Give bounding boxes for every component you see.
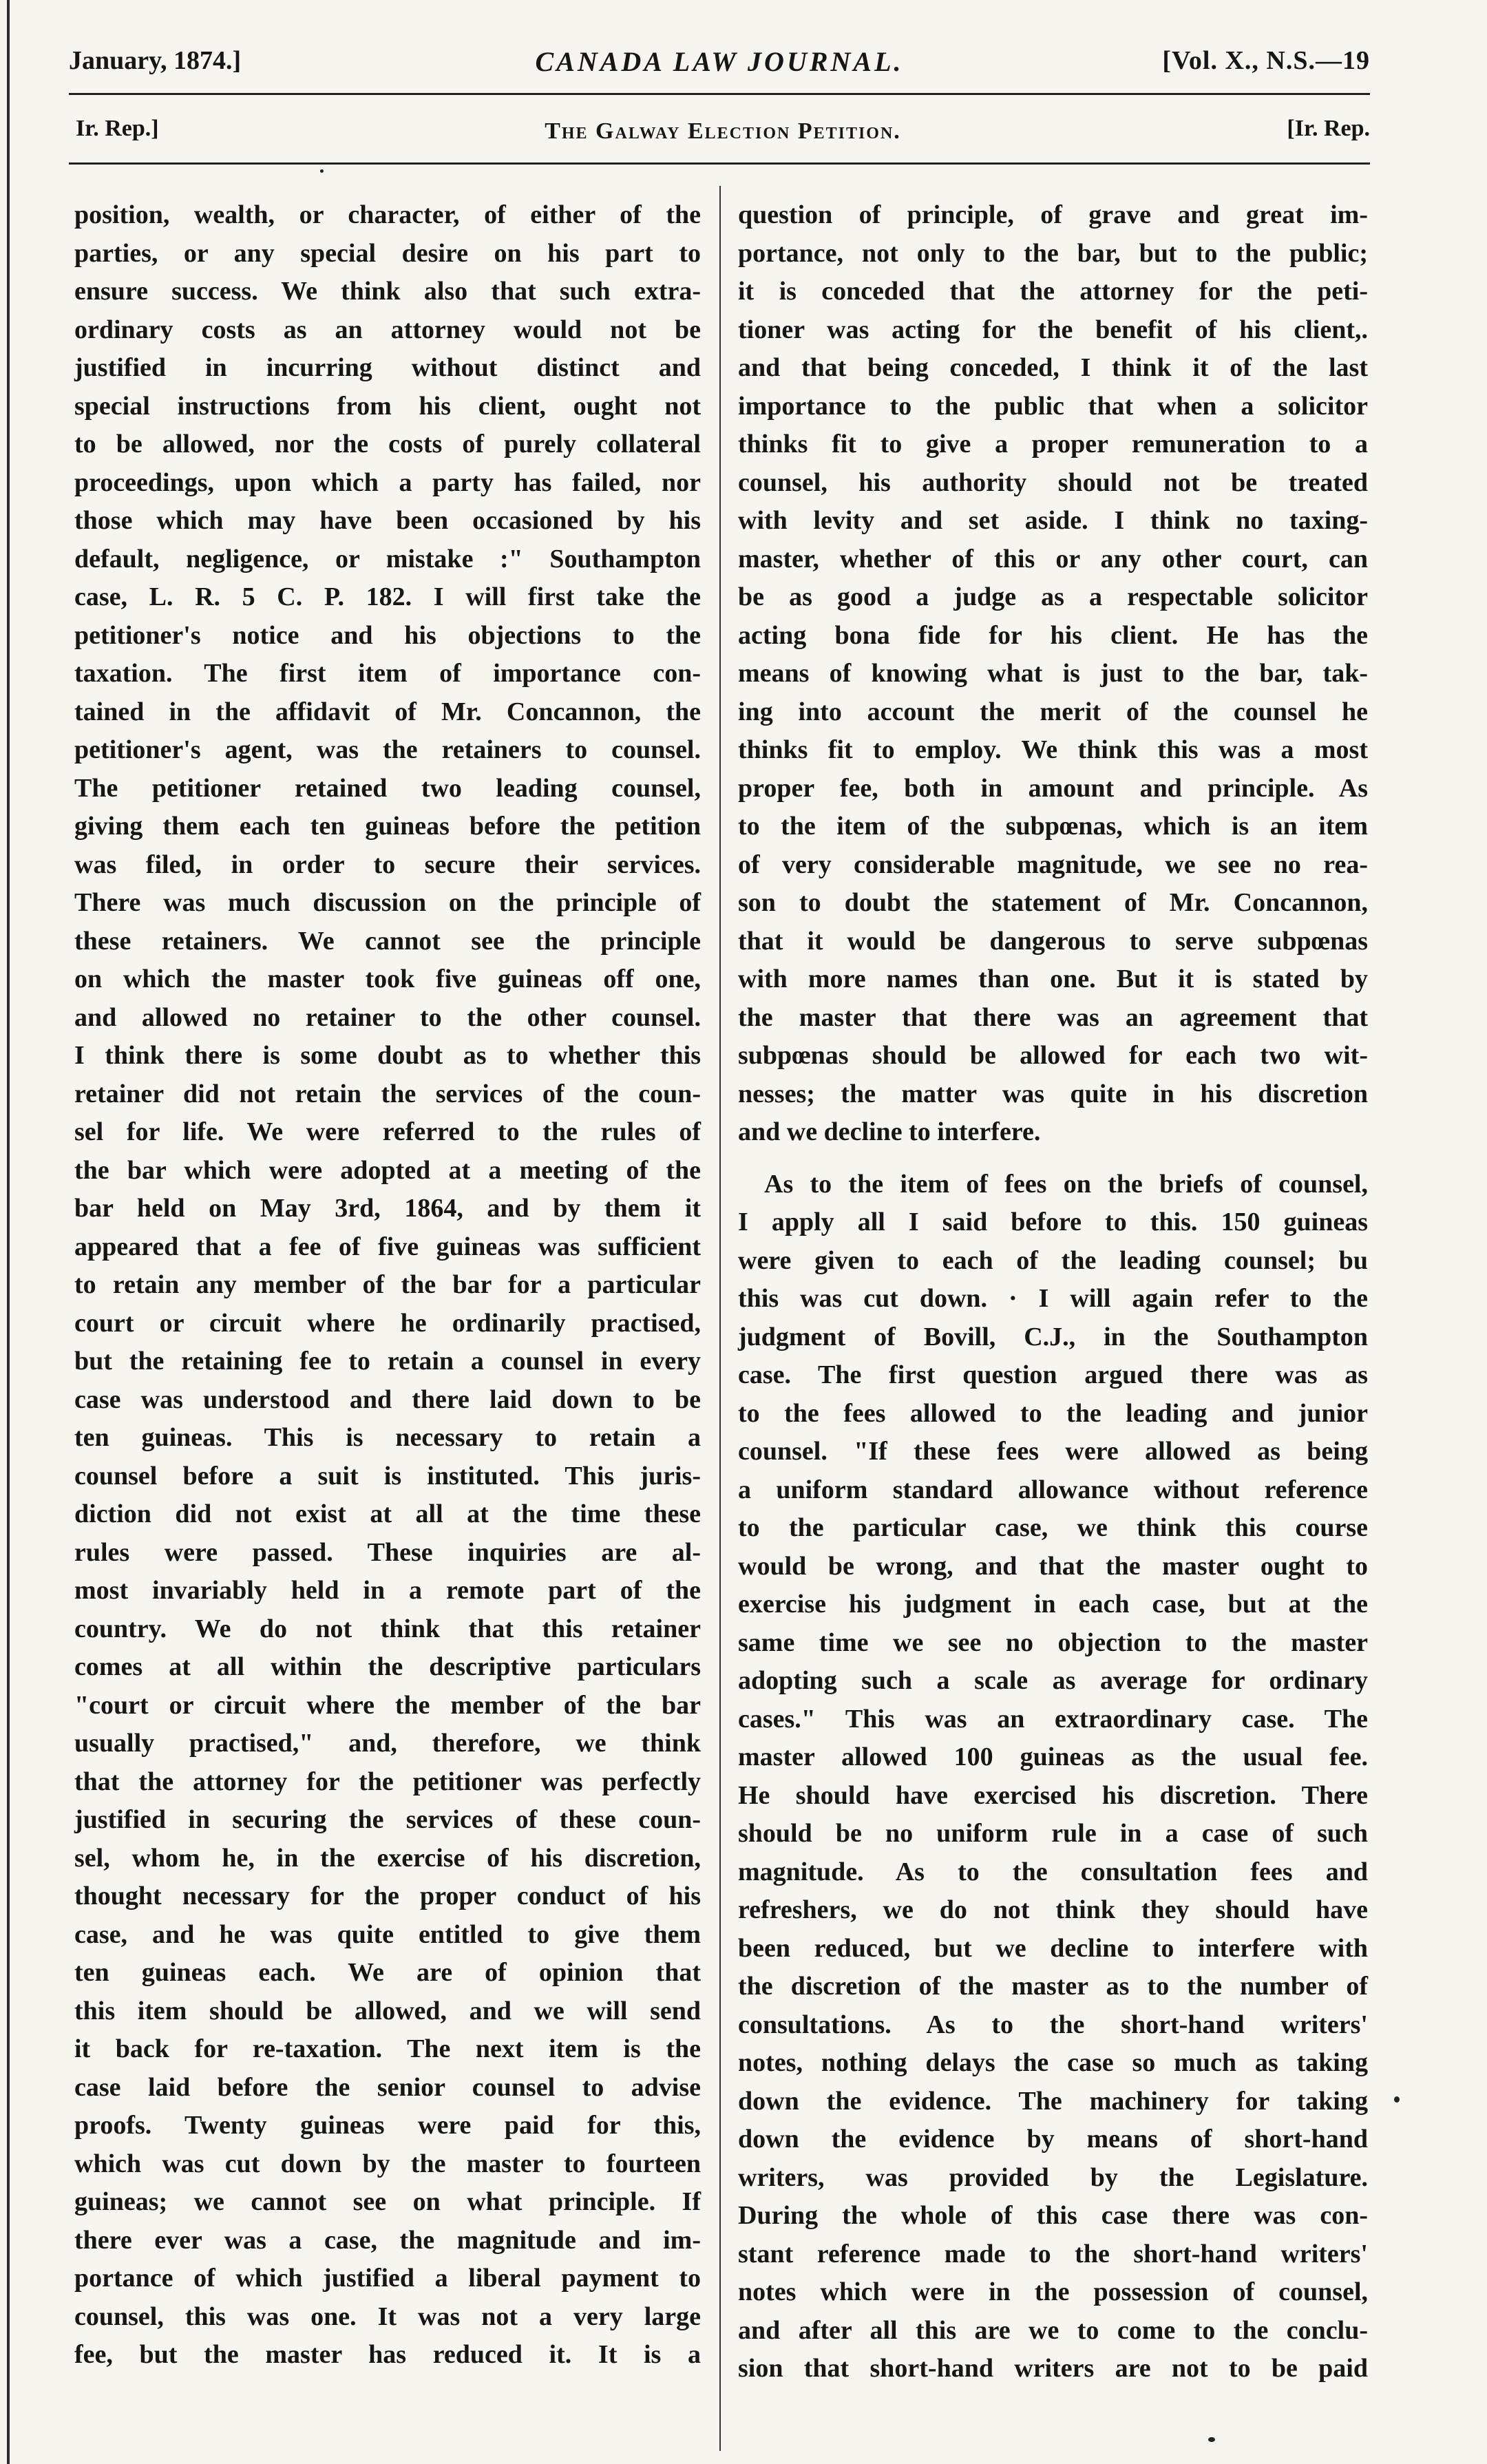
text-line: As to the item of fees on the briefs of counsel, [764, 1169, 1368, 1199]
text-line: ten guineas each. We are of opinion that [74, 1958, 701, 1987]
text-line: petitioner's agent, was the retainers to counsel. [74, 735, 701, 764]
text-line: was filed, in order to secure their services. [74, 850, 701, 879]
text-line: it back for re-taxation. The next item is the [74, 2034, 701, 2063]
text-line: I apply all I said before to this. 150 guineas [738, 1208, 1368, 1236]
text-line: portance of which justified a liberal payment to [74, 2264, 701, 2293]
text-line: master, whether of this or any other court, can [738, 544, 1368, 573]
text-line: court or circuit where he ordinarily practised, [74, 1308, 701, 1338]
text-line: sel for life. We were referred to the rules of [74, 1117, 701, 1146]
text-line: usually practised," and, therefore, we think [74, 1729, 701, 1758]
text-line: a uniform standard allowance without reference [738, 1475, 1368, 1504]
text-line: appeared that a fee of five guineas was sufficient [74, 1232, 701, 1261]
text-line: taxation. The first item of importance con- [74, 659, 701, 688]
text-line: stant reference made to the short-hand writers' [738, 2239, 1368, 2268]
text-line: sel, whom he, in the exercise of his discretion, [74, 1843, 701, 1873]
text-line: bar held on May 3rd, 1864, and by them it [74, 1194, 701, 1223]
text-line: magnitude. As to the consultation fees and [738, 1857, 1368, 1886]
case-title: The Galway Election Petition. [545, 118, 901, 144]
running-header [69, 37, 1370, 85]
text-line: proper fee, both in amount and principle. As [738, 773, 1368, 803]
text-line: counsel. "If these fees were allowed as being [738, 1437, 1368, 1466]
text-line: retainer did not retain the services of the coun- [74, 1079, 701, 1108]
text-line: to be allowed, nor the costs of purely collateral [74, 430, 701, 459]
text-line: refreshers, we do not think they should have [738, 1895, 1368, 1924]
text-line: question of principle, of grave and great im- [738, 200, 1368, 229]
text-line: There was much discussion on the principle of [74, 888, 701, 917]
text-line: special instructions from his client, ought not [74, 391, 701, 421]
text-line: it is conceded that the attorney for the peti- [738, 277, 1368, 306]
volume-page-number: [Vol. X., N.S.—19 [1162, 46, 1370, 75]
text-line: case was understood and there laid down to be [74, 1384, 701, 1414]
text-line: cases." This was an extraordinary case. The [738, 1704, 1368, 1734]
text-line: I think there is some doubt as to whether this [74, 1041, 701, 1070]
text-line: thinks fit to employ. We think this was a most [738, 735, 1368, 764]
text-line: writers, was provided by the Legislature. [738, 2162, 1368, 2192]
text-line: those which may have been occasioned by his [74, 506, 701, 535]
text-line: master allowed 100 guineas as the usual fee. [738, 1742, 1368, 1771]
text-line: notes, nothing delays the case so much as taking [738, 2048, 1368, 2077]
text-line: parties, or any special desire on his part to [74, 238, 701, 268]
text-line: petitioner's notice and his objections to the [74, 620, 701, 650]
text-line: ing into account the merit of the counsel he [738, 697, 1368, 726]
text-line: the bar which were adopted at a meeting of the [74, 1155, 701, 1185]
text-line: down the evidence by means of short-hand [738, 2125, 1368, 2154]
text-line: sion that short-hand writers are not to be paid [738, 2354, 1368, 2383]
text-line: ten guineas. This is necessary to retain a [74, 1423, 701, 1452]
text-line: down the evidence. The machinery for taking [738, 2086, 1368, 2116]
text-line: case, L. R. 5 C. P. 182. I will first take the [74, 582, 701, 611]
text-line: acting bona fide for his client. He has the [738, 620, 1368, 650]
text-line: During the whole of this case there was con- [738, 2201, 1368, 2230]
text-line: diction did not exist at all at the time these [74, 1499, 701, 1528]
text-line: judgment of Bovill, C.J., in the Southampton [738, 1322, 1368, 1351]
text-line: subpœnas should be allowed for each two wit- [738, 1041, 1368, 1070]
text-line: to the particular case, we think this course [738, 1513, 1368, 1542]
text-line: nesses; the matter was quite in his discretion [738, 1079, 1368, 1108]
text-line: adopting such a scale as average for ordinary [738, 1666, 1368, 1695]
text-line: position, wealth, or character, of either of the [74, 200, 701, 229]
text-line: should be no uniform rule in a case of such [738, 1819, 1368, 1848]
text-line: counsel, this was one. It was not a very large [74, 2302, 701, 2331]
text-line: the discretion of the master as to the number of [738, 1972, 1368, 2001]
text-line: proofs. Twenty guineas were paid for this, [74, 2111, 701, 2140]
text-line: proceedings, upon which a party has failed, nor [74, 467, 701, 497]
text-line: and that being conceded, I think it of the last [738, 353, 1368, 382]
text-line: He should have exercised his discretion. There [738, 1780, 1368, 1810]
text-line: to the item of the subpœnas, which is an item [738, 812, 1368, 841]
text-line: counsel before a suit is instituted. This juris- [74, 1461, 701, 1491]
text-line: with levity and set aside. I think no taxing- [738, 506, 1368, 535]
text-line: tioner was acting for the benefit of his client,. [738, 315, 1368, 344]
text-line: the master that there was an agreement that [738, 1002, 1368, 1032]
text-line: which was cut down by the master to fourteen [74, 2149, 701, 2178]
text-line: counsel, his authority should not be treated [738, 467, 1368, 497]
text-line: "court or circuit where the member of the bar [74, 1690, 701, 1720]
text-line: ordinary costs as an attorney would not be [74, 315, 701, 344]
text-line: thought necessary for the proper conduct of his [74, 1882, 701, 1910]
text-line: means of knowing what is just to the bar, tak- [738, 659, 1368, 688]
text-line: country. We do not think that this retainer [74, 1614, 701, 1643]
text-line: on which the master took five guineas off one, [74, 965, 701, 993]
header-date: January, 1874.] [69, 46, 242, 75]
text-line: most invariably held in a remote part of the [74, 1576, 701, 1605]
text-line: been reduced, but we decline to interfere with [738, 1933, 1368, 1963]
text-line: comes at all within the descriptive particulars [74, 1652, 701, 1681]
text-line: notes which were in the possession of counsel, [738, 2277, 1368, 2306]
text-line: portance, not only to the bar, but to the public; [738, 238, 1368, 268]
text-line: importance to the public that when a solicitor [738, 391, 1368, 421]
report-tag-left: Ir. Rep.] [76, 116, 159, 141]
text-line: but the retaining fee to retain a counsel in every [74, 1347, 701, 1376]
print-speck [1208, 2437, 1215, 2442]
text-line: that it would be dangerous to serve subpœnas [738, 926, 1368, 956]
section-header [76, 116, 1370, 157]
text-line: and we decline to interfere. [738, 1117, 1041, 1146]
journal-title: CANADA LAW JOURNAL. [535, 46, 904, 77]
text-line: to retain any member of the bar for a particular [74, 1270, 701, 1299]
text-line: case, and he was quite entitled to give them [74, 1919, 701, 1949]
text-line: of very considerable magnitude, we see no rea- [738, 850, 1368, 879]
text-line: thinks fit to give a proper remuneration to a [738, 430, 1368, 459]
text-line: ensure success. We think also that such extra- [74, 277, 701, 306]
text-line: son to doubt the statement of Mr. Concannon, [738, 888, 1368, 917]
text-line: this item should be allowed, and we will send [74, 1996, 701, 2025]
left-column [74, 196, 701, 2375]
text-line: default, negligence, or mistake :" Southampton [74, 544, 701, 573]
section-rule [69, 162, 1370, 165]
text-line: this was cut down. · I will again refer to the [738, 1284, 1368, 1313]
text-line: these retainers. We cannot see the principle [74, 926, 701, 956]
text-line: giving them each ten guineas before the petition [74, 812, 701, 841]
text-line: case. The first question argued there was as [738, 1360, 1368, 1389]
column-divider [719, 186, 721, 2451]
text-line: with more names than one. But it is stated by [738, 965, 1368, 993]
text-line: to the fees allowed to the leading and junior [738, 1398, 1368, 1428]
text-line: were given to each of the leading counsel; bu [738, 1245, 1368, 1275]
text-line: and after all this are we to come to the conclu- [738, 2315, 1368, 2345]
text-line: tained in the affidavit of Mr. Concannon, the [74, 697, 701, 726]
text-line: justified in securing the services of these coun- [74, 1805, 701, 1834]
text-line: fee, but the master has reduced it. It is a [74, 2340, 701, 2369]
text-line: same time we see no objection to the master [738, 1628, 1368, 1657]
text-line: justified in incurring without distinct and [74, 353, 701, 382]
text-line: The petitioner retained two leading counsel, [74, 773, 701, 803]
text-line: would be wrong, and that the master ought to [738, 1551, 1368, 1581]
header-rule [69, 93, 1370, 95]
text-line: there ever was a case, the magnitude and im- [74, 2225, 701, 2255]
page-binding-edge [7, 0, 10, 2464]
text-line: case laid before the senior counsel to advise [74, 2072, 701, 2102]
text-line: and allowed no retainer to the other counsel. [74, 1002, 701, 1032]
text-line: consultations. As to the short-hand writers' [738, 2010, 1368, 2039]
text-line: be as good a judge as a respectable solicitor [738, 582, 1368, 611]
print-speck [1394, 2096, 1400, 2103]
report-tag-right: [Ir. Rep. [1287, 116, 1370, 141]
paragraph-gap [738, 1152, 1368, 1166]
text-line: guineas; we cannot see on what principle. If [74, 2187, 701, 2216]
print-speck [320, 169, 324, 173]
right-column [738, 196, 1368, 2388]
text-line: exercise his judgment in each case, but at the [738, 1590, 1368, 1619]
text-line: rules were passed. These inquiries are al- [74, 1537, 701, 1567]
text-line: that the attorney for the petitioner was perfectly [74, 1767, 701, 1796]
